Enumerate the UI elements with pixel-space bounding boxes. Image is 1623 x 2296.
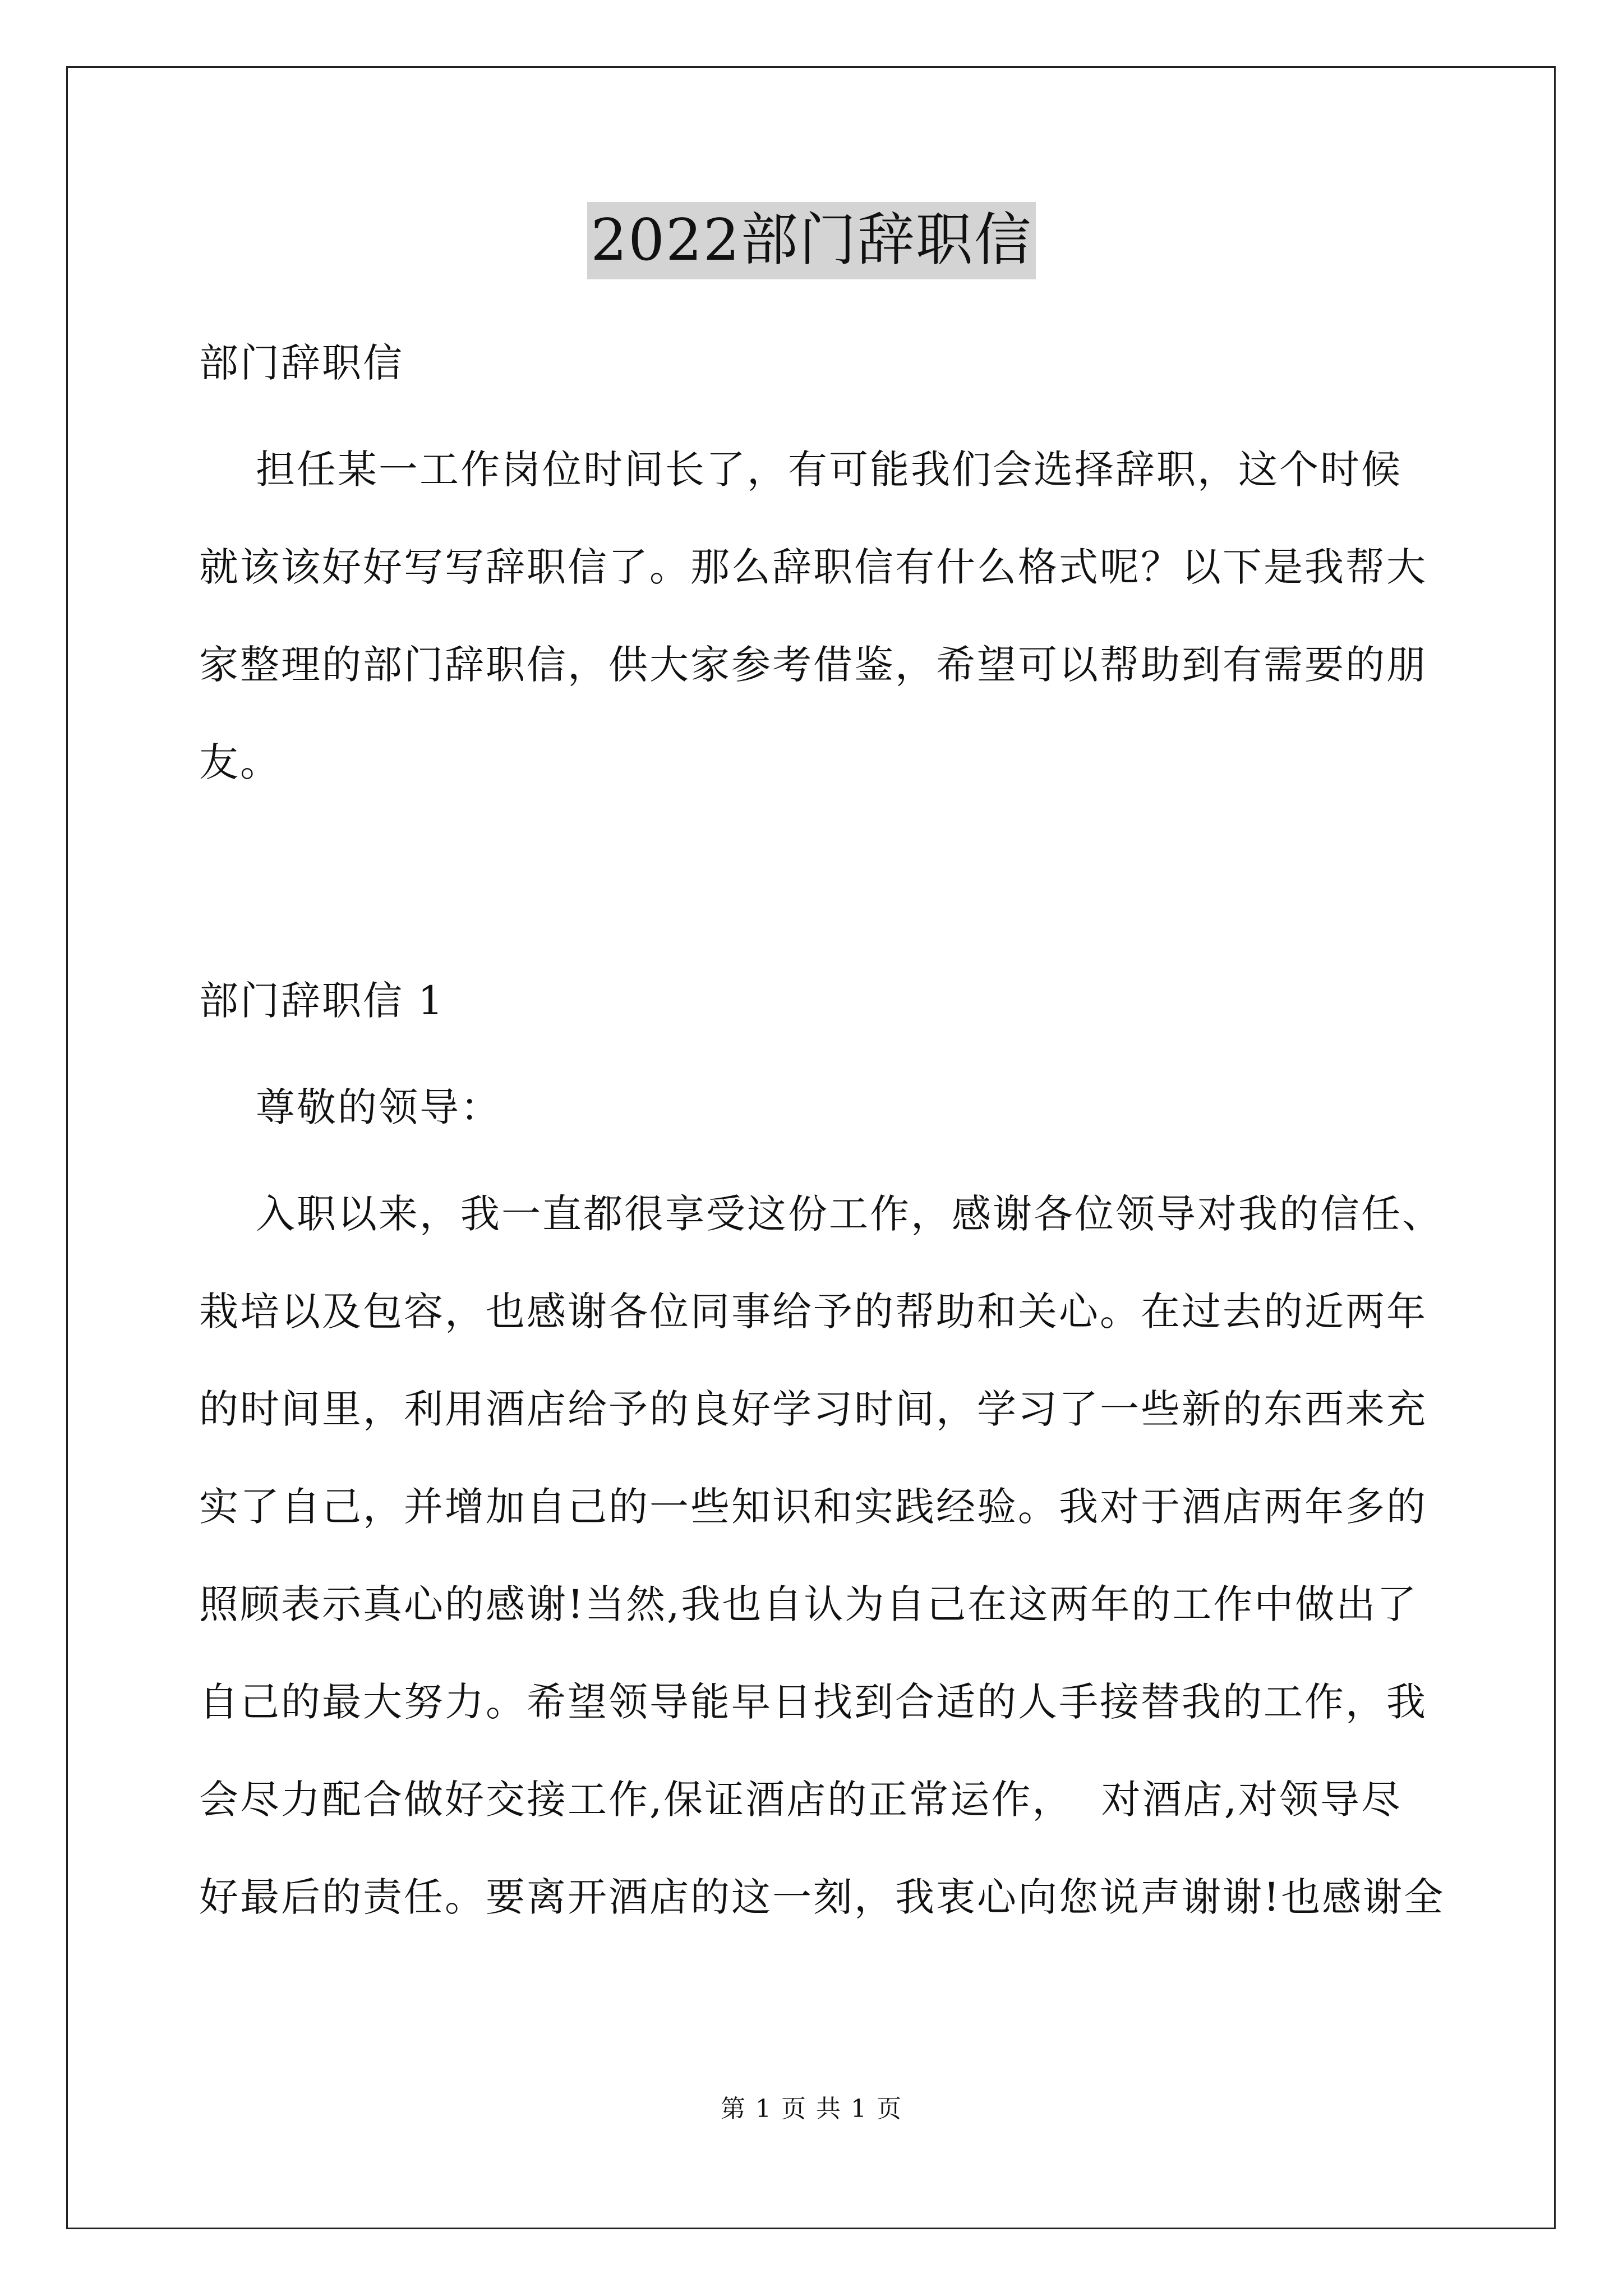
section-title: 部门辞职信 1 [199, 978, 445, 1024]
spacer [199, 594, 1455, 638]
body-line: 会尽力配合做好交接工作,保证酒店的正常运作， 对酒店,对领导尽 [199, 1777, 1403, 1823]
spacer [199, 1631, 1455, 1676]
intro-line: 担任某一工作岗位时间长了，有可能我们会选择辞职，这个时候 [199, 447, 1403, 493]
spacer [199, 1241, 1455, 1285]
document-body [199, 337, 1455, 1924]
body-line: 照顾表示真心的感谢!当然,我也自认为自己在这两年的工作中做出了 [199, 1581, 1418, 1627]
spacer [199, 1436, 1455, 1480]
spacer [199, 1534, 1455, 1578]
document-title: 2022部门辞职信 [587, 202, 1036, 279]
body-line: 入职以来，我一直都很享受这份工作，感谢各位领导对我的信任、 [199, 1191, 1444, 1237]
spacer [199, 1028, 1455, 1081]
body-line: 栽培以及包容，也感谢各位同事给予的帮助和关心。在过去的近两年 [199, 1289, 1427, 1335]
spacer [199, 1134, 1455, 1188]
spacer [199, 1826, 1455, 1871]
body-line: 实了自己，并增加自己的一些知识和实践经验。我对于酒店两年多的 [199, 1484, 1427, 1530]
intro-line: 家整理的部门辞职信，供大家参考借鉴，希望可以帮助到有需要的朋 [199, 642, 1427, 688]
spacer [199, 496, 1455, 541]
intro-line: 友。 [199, 739, 281, 785]
spacer [199, 1729, 1455, 1773]
intro-line: 就该该好好写写辞职信了。那么辞职信有什么格式呢？以下是我帮大 [199, 544, 1427, 590]
salutation: 尊敬的领导： [199, 1084, 502, 1130]
subtitle: 部门辞职信 [199, 340, 404, 386]
spacer [199, 789, 1455, 974]
spacer [199, 692, 1455, 736]
page-footer: 第 1 页 共 1 页 [721, 2095, 902, 2123]
spacer [199, 1338, 1455, 1383]
body-line: 自己的最大努力。希望领导能早日找到合适的人手接替我的工作，我 [199, 1679, 1427, 1725]
body-line: 的时间里，利用酒店给予的良好学习时间，学习了一些新的东西来充 [199, 1386, 1427, 1432]
body-line: 好最后的责任。要离开酒店的这一刻，我衷心向您说声谢谢!也感谢全 [199, 1874, 1445, 1920]
title-container [0, 202, 1623, 279]
spacer [199, 390, 1455, 443]
